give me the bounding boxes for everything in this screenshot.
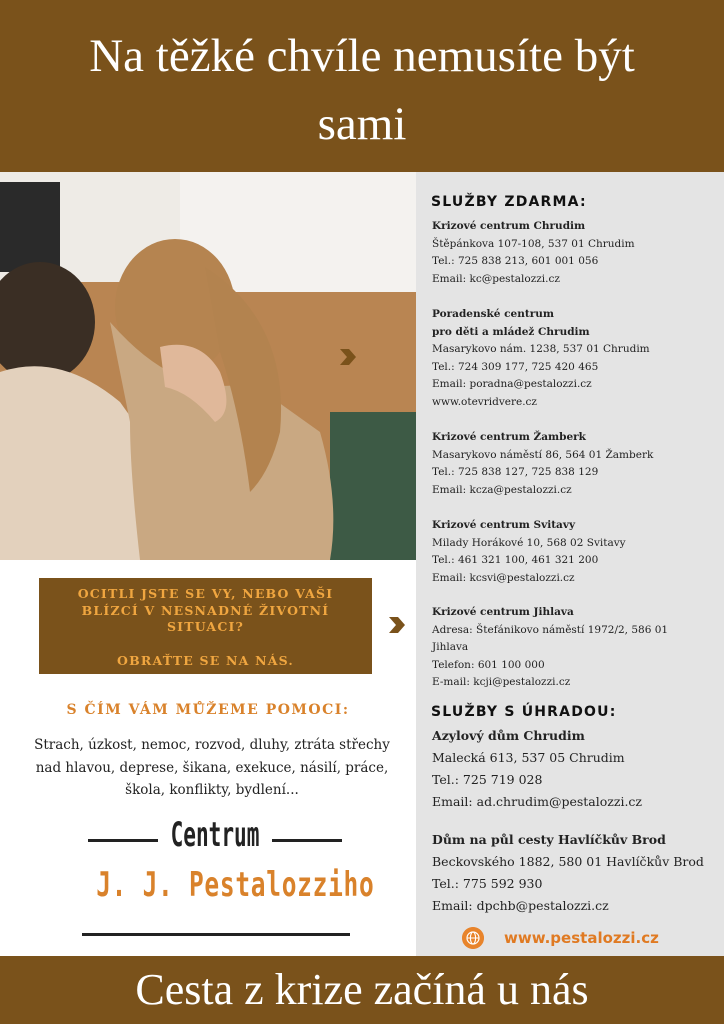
callout-box (39, 578, 372, 674)
service-address: Milady Horákové 10, 568 02 Svitavy (432, 536, 626, 549)
callout-cta: OBRAŤTE SE NA NÁS. (117, 653, 294, 668)
callout-question-line: SITUACI? (166, 619, 245, 634)
service-website[interactable]: www.otevridvere.cz (432, 395, 537, 408)
service-entry-kc-svitavy (432, 517, 626, 587)
headline-line-2: sami (317, 98, 407, 150)
service-name: Krizové centrum Jihlava (432, 606, 574, 618)
service-address: Masarykovo náměstí 86, 564 01 Žamberk (432, 448, 654, 461)
service-phone: Telefon: 601 100 000 (432, 658, 545, 671)
service-phone: Tel.: 461 321 100, 461 321 200 (432, 554, 599, 567)
service-address: Masarykovo nám. 1238, 537 01 Chrudim (432, 343, 650, 356)
chevron-right-icon (336, 346, 358, 368)
service-name: Krizové centrum Chrudim (432, 220, 586, 232)
service-phone: Tel.: 724 309 177, 725 420 465 (432, 360, 599, 373)
website-url[interactable]: www.pestalozzi.cz (504, 929, 659, 947)
globe-icon (462, 927, 484, 949)
service-address: Malecká 613, 537 05 Chrudim (432, 750, 625, 765)
callout-question (39, 586, 372, 636)
service-name: Krizové centrum Svitavy (432, 519, 576, 531)
service-address: Adresa: Štefánikovo náměstí 1972/2, 586 01 (432, 623, 669, 636)
service-entry-poradna-chrudim (432, 306, 650, 412)
service-phone: Tel.: 725 719 028 (432, 772, 543, 787)
callout-question-line: OCITLI JSTE SE VY, NEBO VAŠI (77, 586, 334, 601)
service-name: Krizové centrum Žamberk (432, 431, 586, 443)
service-entry-dum-na-pul-cesty (432, 829, 704, 917)
help-title: S ČÍM VÁM MŮŽEME POMOCI: (66, 702, 350, 718)
service-email[interactable]: Email: kcza@pestalozzi.cz (432, 483, 572, 496)
paid-services-title: SLUŽBY S ÚHRADOU: (431, 704, 617, 720)
callout-question-line: BLÍZCÍ V NESNADNÉ ŽIVOTNÍ (81, 602, 330, 618)
headline (0, 22, 724, 158)
service-entry-kc-chrudim (432, 218, 635, 288)
service-email[interactable]: Email: ad.chrudim@pestalozzi.cz (432, 794, 643, 809)
headline-line-1: Na těžké chvíle nemusíte být (89, 30, 635, 82)
help-text-line: škola, konflikty, bydlení... (125, 782, 299, 798)
service-email[interactable]: Email: kc@pestalozzi.cz (432, 272, 560, 285)
service-name-line-2: pro děti a mládež Chrudim (432, 325, 590, 338)
service-entry-kc-zamberk (432, 429, 653, 499)
help-text (14, 734, 410, 802)
service-address: Beckovského 1882, 580 01 Havlíčkův Brod (432, 854, 704, 869)
service-name: Dům na půl cesty Havlíčkův Brod (432, 832, 666, 847)
service-address: Štěpánkova 107-108, 537 01 Chrudim (432, 237, 635, 250)
help-text-line: nad hlavou, deprese, šikana, exekuce, násilí, práce, (35, 759, 389, 776)
service-address-line-2: Jihlava (432, 641, 469, 654)
service-name: Poradenské centrum (432, 308, 554, 320)
logo-centrum: Centrum (170, 815, 260, 855)
service-entry-azylovy-dum (432, 725, 642, 813)
service-email[interactable]: Email: poradna@pestalozzi.cz (432, 378, 592, 391)
service-email[interactable]: Email: kcsvi@pestalozzi.cz (432, 571, 575, 584)
service-phone: Tel.: 775 592 930 (432, 876, 543, 891)
logo-name: J. J. Pestalozziho (96, 865, 375, 905)
pestalozzi-logo (50, 815, 380, 945)
service-email[interactable]: Email: dpchb@pestalozzi.cz (432, 898, 609, 913)
service-name: Azylový dům Chrudim (432, 728, 585, 743)
chevron-right-icon (385, 614, 407, 636)
logo-rule (82, 933, 350, 936)
footer-slogan: Cesta z krize začíná u nás (135, 965, 589, 1014)
service-email[interactable]: E-mail: kcji@pestalozzi.cz (432, 676, 571, 689)
service-phone: Tel.: 725 838 127, 725 838 129 (432, 466, 599, 479)
service-phone: Tel.: 725 838 213, 601 001 056 (432, 255, 599, 268)
service-entry-kc-jihlava (432, 604, 668, 692)
help-text-line: Strach, úzkost, nemoc, rozvod, dluhy, ztráta střechy (34, 737, 390, 753)
free-services-title: SLUŽBY ZDARMA: (431, 194, 587, 210)
